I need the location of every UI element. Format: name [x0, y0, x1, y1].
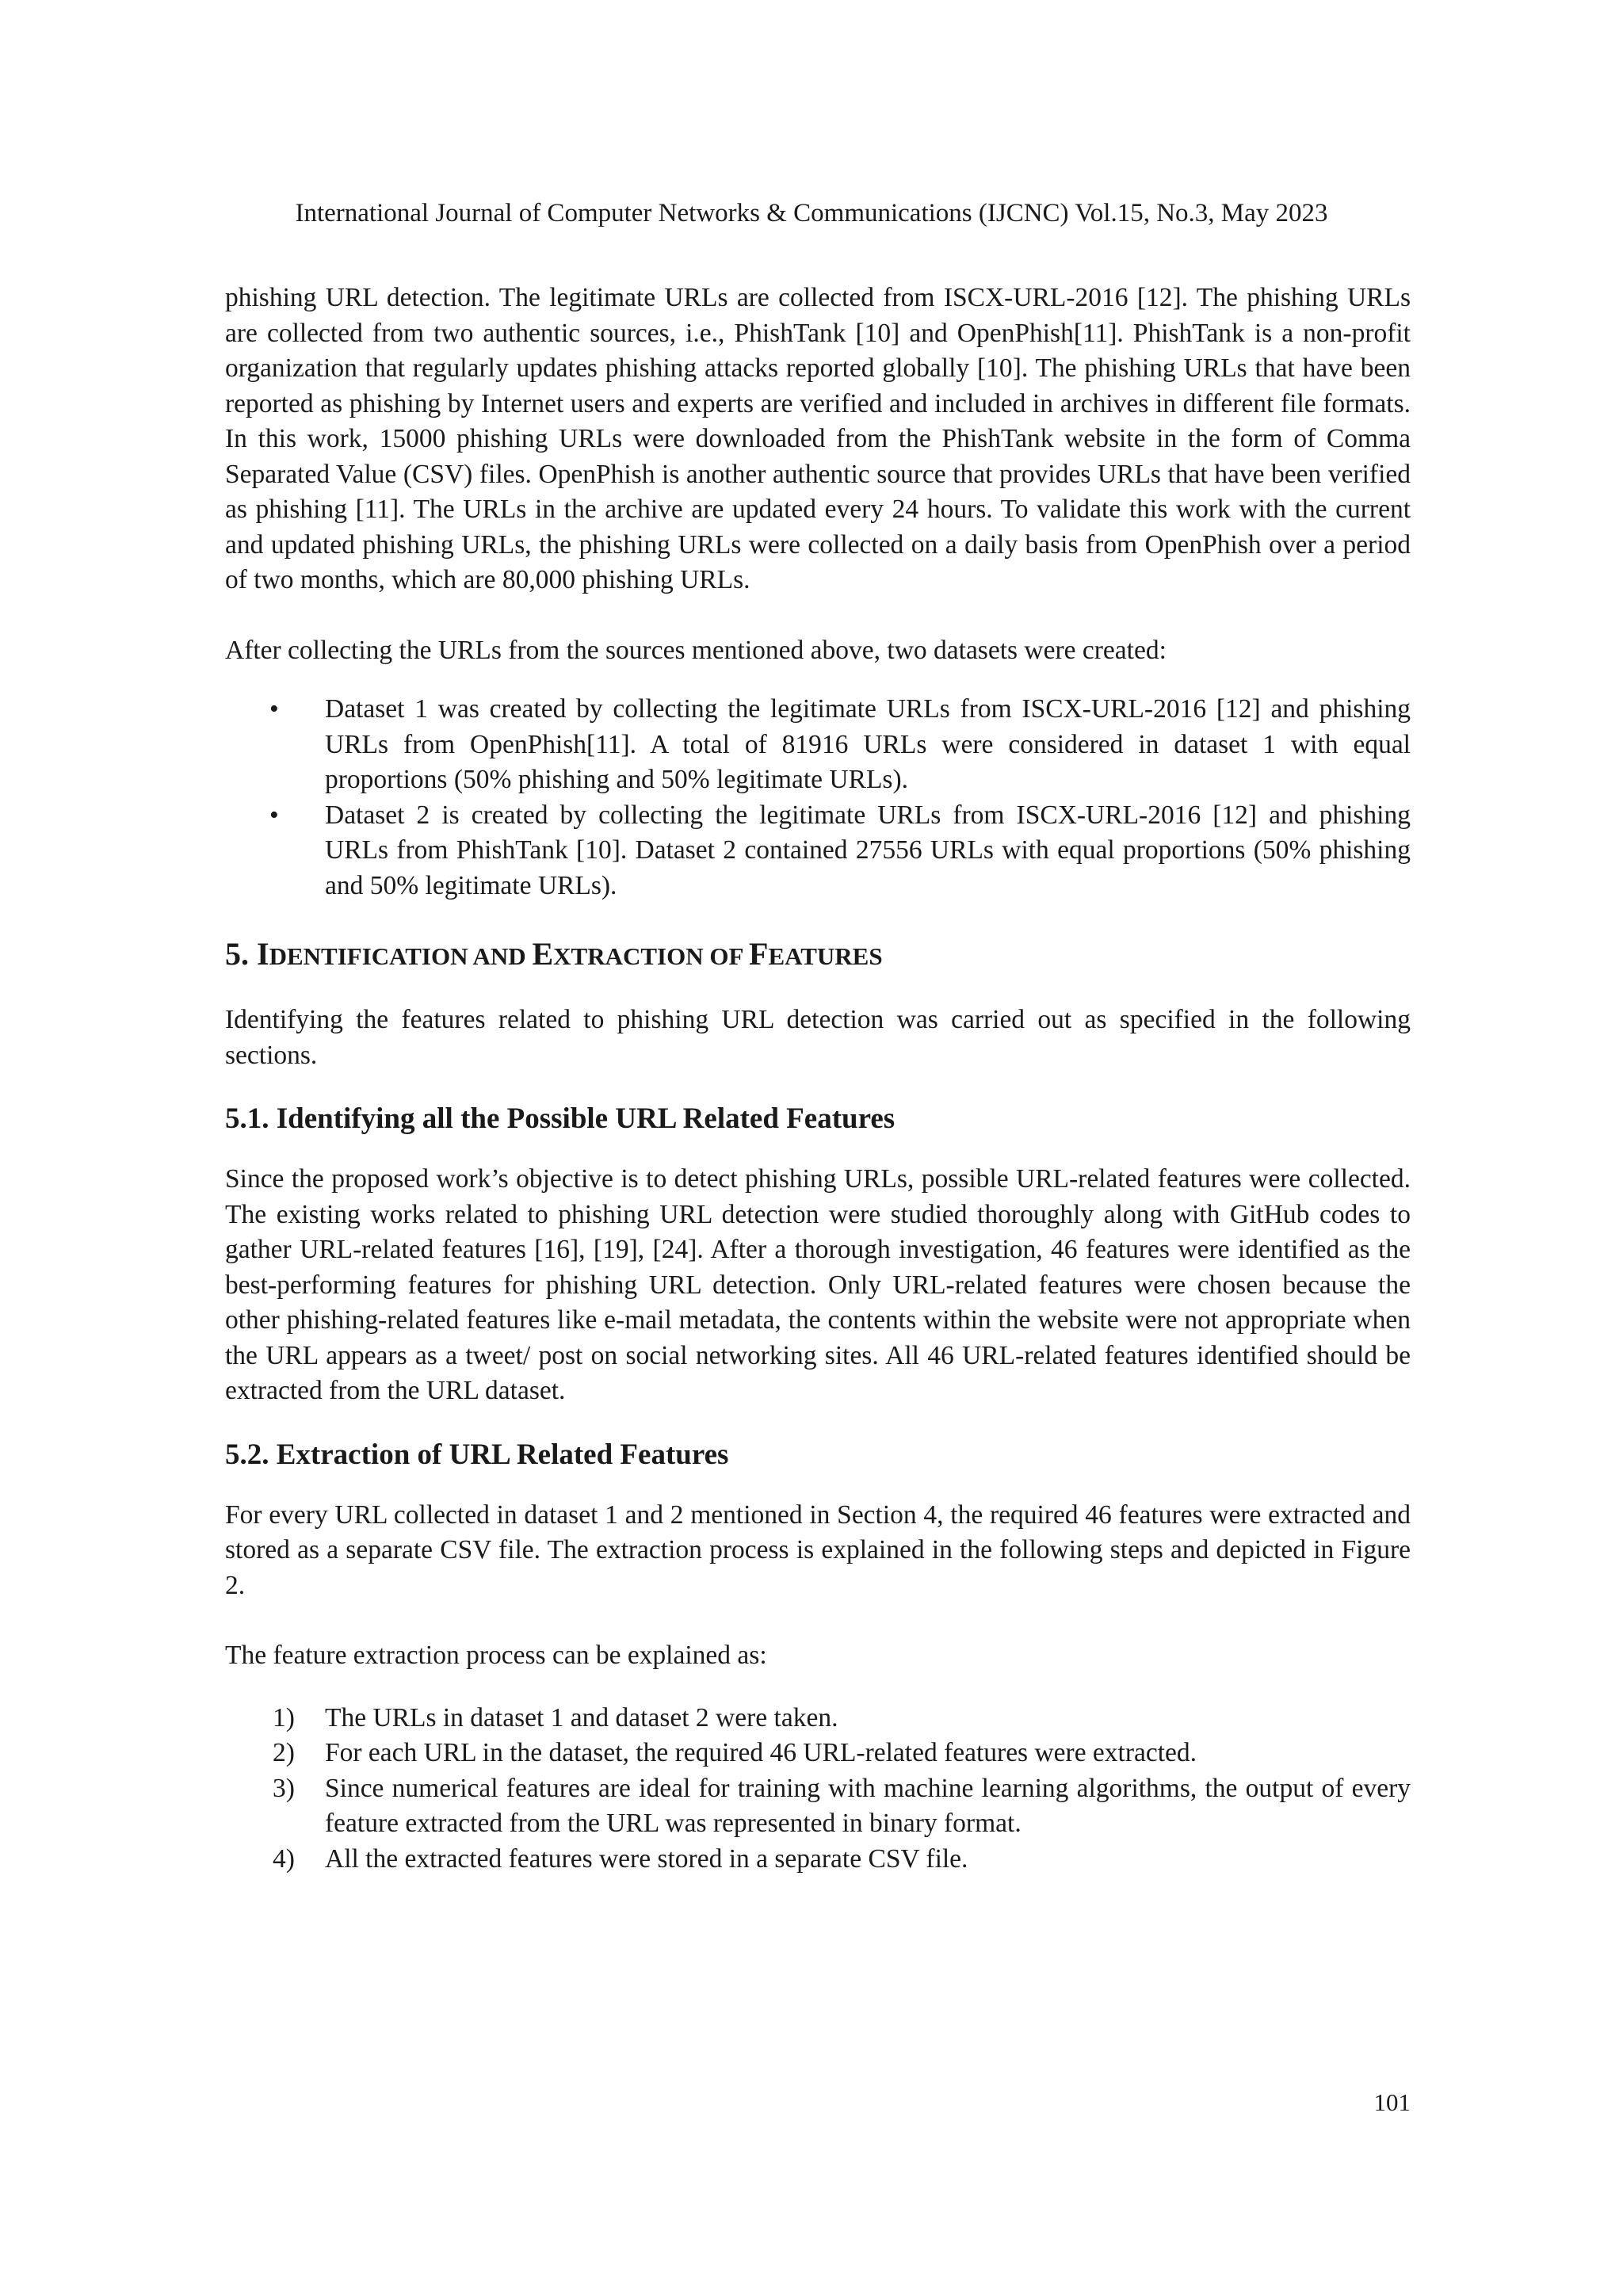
- dataset-list: [225, 692, 1411, 904]
- section-5-1-paragraph: Since the proposed work’s objective is to detect phishing URLs, possible URL-related features were collected. The existing works related to phishing URL detection were studied thoroughly along with GitHub codes to gather URL-related features [16], [19], [24]. After a thorough investigation, 46 features were identified as the best-performing features for phishing URL detection. Only URL-related features were chosen because the other phishing-related features like e-mail metadata, the contents within the website were not appropriate when the URL appears as a tweet/ post on social networking sites. All 46 URL-related features identified should be extracted from the URL dataset.: [225, 1164, 1411, 1405]
- extraction-process-intro: The feature extraction process can be explained as:: [225, 1641, 767, 1670]
- section-5-number: 5.: [225, 936, 249, 972]
- step-text: All the extracted features were stored in a separate CSV file.: [325, 1843, 968, 1874]
- dataset-2-text: Dataset 2 is created by collecting the legitimate URLs from ISCX-URL-2016 [12] and phishing URLs from PhishTank [10]. Dataset 2 contained 27556 URLs with equal proportions (50% phishing and 50% legitimate URLs).: [325, 800, 1411, 900]
- page-number: 101: [1373, 2088, 1411, 2116]
- bullet-marker: •: [269, 694, 279, 724]
- step-number: 3): [273, 1773, 295, 1803]
- section-5-1-heading: 5.1. Identifying all the Possible URL Related Features: [225, 1102, 896, 1135]
- section-5-paragraph: Identifying the features related to phishing URL detection was carried out as specified in the following sections.: [225, 1005, 1411, 1070]
- list-item: [225, 1771, 1411, 1842]
- running-header: International Journal of Computer Networks & Communications (IJCNC) Vol.15, No.3, May 2023: [295, 199, 1328, 227]
- step-number: 1): [273, 1702, 295, 1733]
- list-item: [225, 798, 1411, 904]
- list-item: [225, 1701, 1411, 1736]
- section-5-heading: 5. IDENTIFICATION AND EXTRACTION OF FEATURES: [225, 936, 883, 972]
- section-5-2-paragraph: For every URL collected in dataset 1 and 2 mentioned in Section 4, the required 46 features were extracted and stored as a separate CSV file. The extraction process is explained in the following steps and depicted in Figure 2.: [225, 1499, 1411, 1600]
- step-text: Since numerical features are ideal for training with machine learning algorithms, the output of every feature extracted from the URL was represented in binary format.: [325, 1773, 1411, 1838]
- list-item: [225, 1736, 1411, 1771]
- list-item: [225, 692, 1411, 798]
- page-content: [225, 281, 1411, 1877]
- step-number: 2): [273, 1738, 295, 1767]
- extraction-steps-list: [225, 1701, 1411, 1878]
- step-number: 4): [273, 1843, 295, 1874]
- datasets-intro-paragraph: After collecting the URLs from the sources mentioned above, two datasets were created:: [225, 635, 1167, 665]
- section-5-2-heading: 5.2. Extraction of URL Related Features: [225, 1438, 729, 1471]
- bullet-marker: •: [269, 800, 279, 830]
- step-text: The URLs in dataset 1 and dataset 2 were taken.: [325, 1702, 838, 1733]
- step-text: For each URL in the dataset, the required 46 URL-related features were extracted.: [325, 1738, 1197, 1767]
- dataset-1-text: Dataset 1 was created by collecting the legitimate URLs from ISCX-URL-2016 [12] and phishing URLs from OpenPhish[11]. A total of 81916 URLs were considered in dataset 1 with equal proportions (50% phishing and 50% legitimate URLs).: [325, 694, 1411, 794]
- intro-paragraph: phishing URL detection. The legitimate URLs are collected from ISCX-URL-2016 [12]. The phishing URLs are collected from two authentic sources, i.e., PhishTank [10] and OpenPhish[11]. PhishTank is a non-profit organization that regularly updates phishing attacks reported globally [10]. The phishing URLs that have been reported as phishing by Internet users and experts are verified and included in archives in different file formats. In this work, 15000 phishing URLs were downloaded from the PhishTank website in the form of Comma Separated Value (CSV) files. OpenPhish is another authentic source that provides URLs that have been verified as phishing [11]. The URLs in the archive are updated every 24 hours. To validate this work with the current and updated phishing URLs, the phishing URLs were collected on a daily basis from OpenPhish over a period of two months, which are 80,000 phishing URLs.: [225, 283, 1411, 594]
- list-item: [225, 1842, 1411, 1878]
